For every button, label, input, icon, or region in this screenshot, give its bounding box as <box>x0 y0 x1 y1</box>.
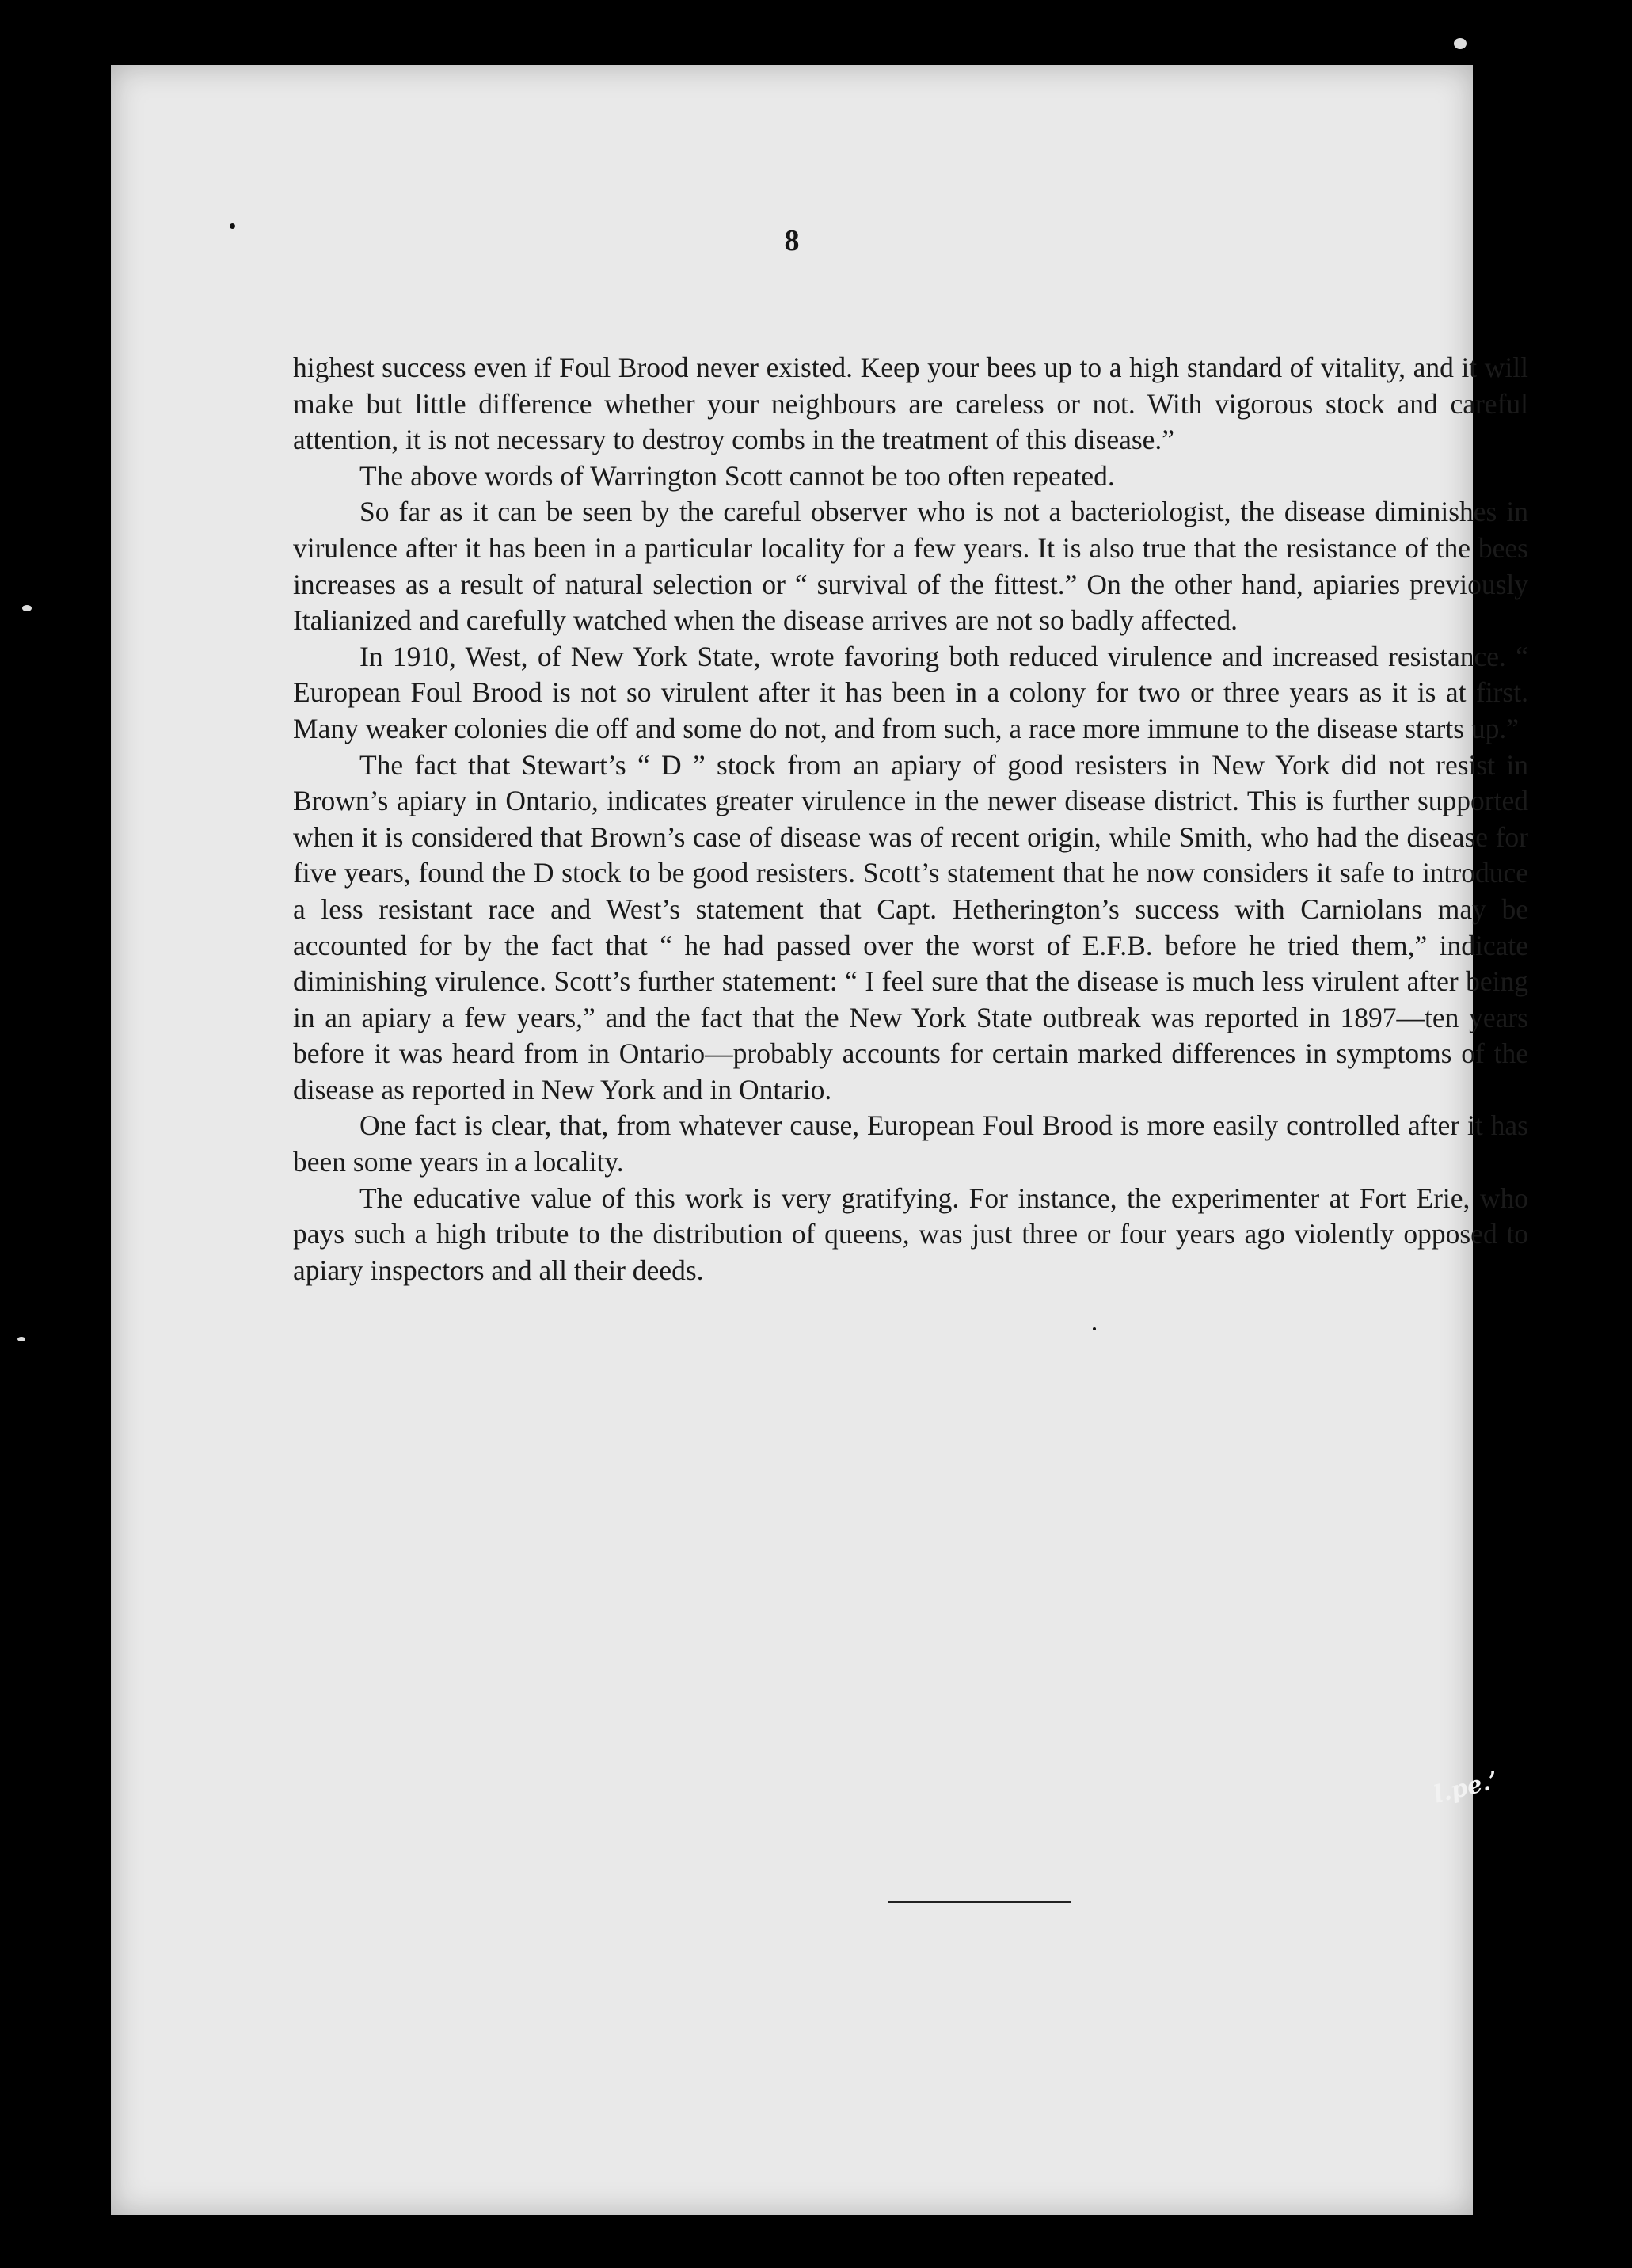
edge-speck <box>17 1337 25 1341</box>
ink-speck <box>230 223 235 229</box>
body-text <box>293 350 1528 1288</box>
edge-speck <box>22 605 32 611</box>
paragraph-6: One fact is clear, that, from whatever cause, European Foul Brood is more easily controlled after it has been some years in a locality. <box>293 1109 1528 1178</box>
edge-speck <box>1454 38 1467 49</box>
document-page <box>111 65 1528 2215</box>
section-rule <box>888 1901 1071 1903</box>
paragraph-3: So far as it can be seen by the careful observer who is not a bacteriologist, the disease diminishes in virulence after it has been in a particular locality for a few years. It is also true that the resistance of the bees increases as a result of natural selection or “ survival of the fittest.” On the other hand, apiaries previously Italianized and carefully watched when the disease arrives are not so badly affected. <box>293 496 1528 637</box>
paragraph-1: highest success even if Foul Brood never existed. Keep your bees up to a high standard of vitality, and it will make but little difference whether your neighbours are careless or not. With vigorous stock and careful attention, it is not necessary to destroy combs in the treatment of this disease.” <box>293 352 1528 456</box>
paragraph-7: The educative value of this work is very gratifying. For instance, the experimenter at Fort Erie, who pays such a high tribute to the distribution of queens, was just three or four years ago violently opposed to apiary inspectors and all their deeds. <box>293 1182 1528 1286</box>
paragraph-5: The fact that Stewart’s “ D ” stock from an apiary of good resisters in New York did not resist in Brown’s apiary in Ontario, indicates greater virulence in the newer disease district. This is further supported when it is considered that Brown’s case of disease was of recent origin, while Smith, who had the disease for five years, found the D stock to be good resisters. Scott’s statement that he now considers it safe to introduce a less resistant race and West’s statement that Capt. Hetherington’s success with Carniolans may be accounted for by the fact that “ he had passed over the worst of E.F.B. before he tried them,” indicate diminishing virulence. Scott’s further statement: “ I feel sure that the disease is much less virulent after being in an apiary a few years,” and the fact that the New York State outbreak was reported in 1897—ten years before it was heard from in Ontario—probably accounts for certain marked differences in symptoms of the disease as reported in New York and in Ontario. <box>293 748 1528 1105</box>
paragraph-2: The above words of Warrington Scott cannot be too often repeated. <box>359 459 1115 492</box>
paragraph-4: In 1910, West, of New York State, wrote favoring both reduced virulence and increased resistance. “ European Foul Brood is not so virulent after it has been in a colony for two or three years as it is at first. Many weaker colonies die off and some do not, and from such, a race more immune to the disease starts up.” <box>293 640 1528 744</box>
handwritten-mark: l.pe.’ <box>1430 1766 1501 1809</box>
page-number: 8 <box>784 224 800 257</box>
ink-speck <box>1093 1327 1096 1330</box>
